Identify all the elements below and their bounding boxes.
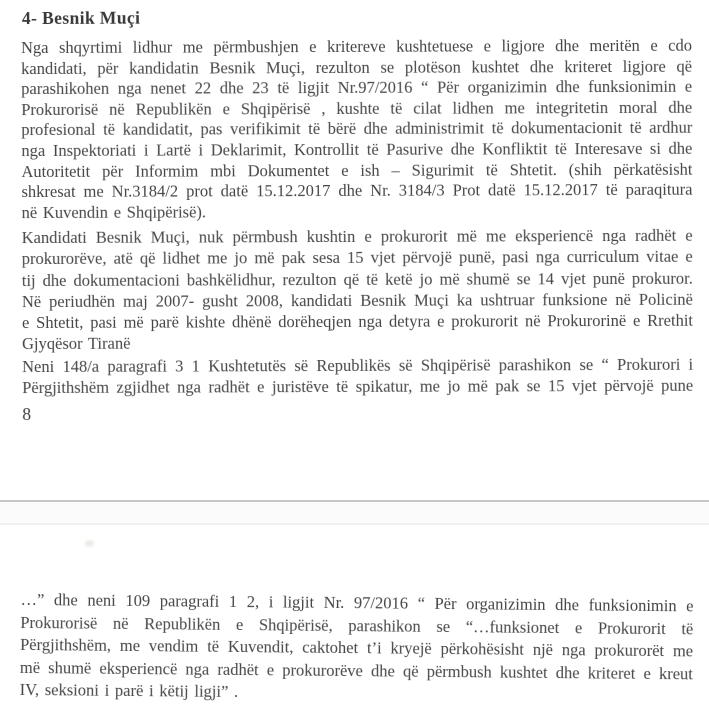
text-line: më shumë eksperiencë nga radhët e prokurorëve dhe që përmbush kushtet dhe kriteret e kreut <box>19 657 693 683</box>
paragraph <box>22 225 693 355</box>
scanned-page-2 <box>0 523 709 718</box>
text-line: Kandidati Besnik Muçi, nuk përmbush kushtin e prokurorit më me eksperiencë nga radhët e <box>21 225 693 248</box>
section-heading: 4- Besnik Muçi <box>21 7 141 29</box>
text-line: …” dhe neni 109 paragrafi 1 2, i ligjit Nr. 97/2016 “ Për organizimin dhe funksionimin e <box>20 589 694 616</box>
text-line: Gjyqësor Tiranë <box>22 334 131 354</box>
text-line: Përgjithshëm zgjidhet nga radhët e juristëve të spikatur, me jo më pak se 15 vjet përvojë pune <box>22 375 694 398</box>
page-number: 8 <box>22 404 32 425</box>
paragraph <box>22 354 693 398</box>
text-line: Neni 148/a paragrafi 3 1 Kushtetutës së Republikës së Shqipërisë parashikon se “ Prokurori i <box>22 354 694 377</box>
text-line: Prokurorisë në Republikën e Shqipërisë, parashikon se “…funksionet e Prokurorit të <box>20 612 694 638</box>
text-line: e Shtetit, pasi më parë kishte dhënë dorëheqjen nga detyra e prokurorit në Prokurorinë e Rrethit <box>21 310 694 333</box>
text-line: Prokurorisë në Republikën e Shqipërisë , kushte të cilat lidhen me integritetin moral dhe <box>21 97 693 119</box>
text-line: nga Inspektoriati i Lartë i Deklarimit, Kontrollit të Pasurive dhe Konfliktit të Interesave si dhe <box>21 138 693 161</box>
text-line: IV, seksioni i parë i këtij ligji” . <box>19 679 239 702</box>
paragraph <box>21 36 693 224</box>
text-line: shkresat me Nr.3184/2 prot datë 15.12.2017 dhe Nr. 3184/3 Prot datë 15.12.2017 të paraqitura <box>21 179 693 202</box>
paragraph <box>20 589 694 708</box>
text-line: profesional të kandidatit, pas verifikimit të bërë dhe administrimit të dokumentacionit të ardhur <box>21 118 693 140</box>
text-line: Në periudhën maj 2007- gusht 2008, kandidati Besnik Muçi ka ushtruar funksione në Policinë <box>21 289 693 311</box>
text-line: në Kuvendin e Shqipërisë). <box>21 202 207 222</box>
text-line: prokurorëve, atë që lidhet me jo më pak sesa 15 vjet përvojë punë, pasi nga curriculum vitae e <box>21 247 693 269</box>
page-gap-band <box>0 502 709 523</box>
text-line: Përgjithshëm, me vendim të Kuvendit, caktohet t’i kryejë përkohësisht një nga prokurorët me <box>20 634 694 661</box>
text-line: kandidati, për kandidatin Besnik Muçi, rezulton se plotëson kushtet dhe kriteret ligjore që <box>21 56 693 78</box>
text-line: tij dhe dokumentacioni bashkëlidhur, rezulton që të ketë jo më shumë se 14 vjet punë prokuror. <box>21 268 693 290</box>
text-line: parashikohen nga nenet 22 dhe 23 të ligjit Nr.97/2016 “ Për organizimin dhe funksionimin e <box>21 76 693 99</box>
text-line: Autoritetit për Informim mbi Dokumentet e ish – Sigurimit të Shtetit. (shih përkatësisht <box>21 159 693 181</box>
text-line: Nga shqyrtimi lidhur me përmbushjen e kritereve kushtetuese e ligjore dhe meritën e cdo <box>20 35 693 58</box>
